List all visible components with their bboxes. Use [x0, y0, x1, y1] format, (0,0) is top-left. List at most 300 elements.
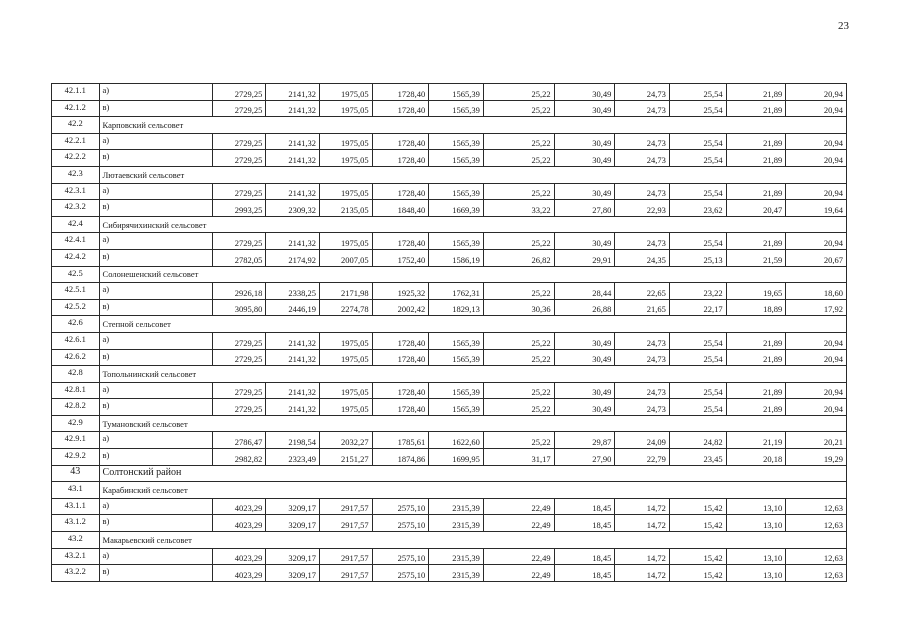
value-cell: 1728,40: [372, 133, 429, 150]
value-cell: 13,10: [726, 565, 786, 582]
value-cell: 28,44: [554, 283, 615, 300]
value-cell: 1565,39: [429, 84, 484, 101]
value-cell: 29,91: [554, 249, 615, 266]
value-cell: 14,72: [615, 515, 670, 532]
value-cell: 2575,10: [372, 498, 429, 515]
value-cell: 2982,82: [212, 449, 266, 466]
value-cell: 18,60: [786, 283, 847, 300]
value-cell: 1728,40: [372, 349, 429, 366]
value-cell: 2151,27: [320, 449, 373, 466]
value-cell: 1752,40: [372, 249, 429, 266]
value-cell: 4023,29: [212, 548, 266, 565]
value-cell: 23,45: [669, 449, 726, 466]
value-cell: 3209,17: [266, 498, 320, 515]
value-cell: 2032,27: [320, 432, 373, 449]
value-cell: 25,22: [483, 349, 554, 366]
value-cell: 22,93: [615, 200, 670, 217]
section-title: Степной сельсовет: [99, 316, 846, 333]
value-cell: 2323,49: [266, 449, 320, 466]
value-cell: 2141,32: [266, 349, 320, 366]
value-cell: 25,54: [669, 349, 726, 366]
value-cell: 24,35: [615, 249, 670, 266]
value-cell: 21,89: [726, 349, 786, 366]
value-cell: 21,89: [726, 133, 786, 150]
section-header-row: [52, 316, 847, 333]
row-letter: а): [99, 283, 212, 300]
value-cell: 2729,25: [212, 332, 266, 349]
value-cell: 25,54: [669, 183, 726, 200]
value-cell: 12,63: [786, 498, 847, 515]
value-cell: 22,49: [483, 515, 554, 532]
value-cell: 22,79: [615, 449, 670, 466]
value-cell: 15,42: [669, 565, 726, 582]
value-cell: 24,73: [615, 399, 670, 416]
section-header-row: [52, 266, 847, 283]
value-cell: 22,65: [615, 283, 670, 300]
value-cell: 13,10: [726, 515, 786, 532]
value-cell: 2198,54: [266, 432, 320, 449]
value-cell: 2171,98: [320, 283, 373, 300]
value-cell: 20,94: [786, 382, 847, 399]
value-cell: 29,87: [554, 432, 615, 449]
value-cell: 1975,05: [320, 349, 373, 366]
value-cell: 3095,80: [212, 299, 266, 316]
value-cell: 1728,40: [372, 382, 429, 399]
value-cell: 1586,19: [429, 249, 484, 266]
value-cell: 20,67: [786, 249, 847, 266]
value-cell: 2575,10: [372, 565, 429, 582]
table-row: [52, 382, 847, 399]
value-cell: 4023,29: [212, 498, 266, 515]
value-cell: 30,49: [554, 150, 615, 167]
value-cell: 25,22: [483, 332, 554, 349]
row-code: 42.9.1: [52, 432, 100, 449]
value-cell: 1975,05: [320, 150, 373, 167]
value-cell: 4023,29: [212, 515, 266, 532]
value-cell: 2315,39: [429, 498, 484, 515]
row-letter: в): [99, 349, 212, 366]
value-cell: 1762,31: [429, 283, 484, 300]
value-cell: 19,64: [786, 200, 847, 217]
table-row: [52, 249, 847, 266]
row-code: 42.8.1: [52, 382, 100, 399]
value-cell: 2917,57: [320, 565, 373, 582]
section-header-row: [52, 415, 847, 432]
table-row: [52, 565, 847, 582]
table-row: [52, 283, 847, 300]
section-title: Сибирячихинский сельсовет: [99, 216, 846, 233]
row-code: 42.5.1: [52, 283, 100, 300]
table-row: [52, 183, 847, 200]
value-cell: 30,49: [554, 399, 615, 416]
value-cell: 3209,17: [266, 548, 320, 565]
value-cell: 2174,92: [266, 249, 320, 266]
row-letter: в): [99, 515, 212, 532]
value-cell: 21,89: [726, 183, 786, 200]
row-letter: в): [99, 565, 212, 582]
value-cell: 22,17: [669, 299, 726, 316]
table-row: [52, 432, 847, 449]
value-cell: 1728,40: [372, 100, 429, 117]
value-cell: 30,49: [554, 233, 615, 250]
table-row: [52, 449, 847, 466]
row-code: 43.1: [52, 482, 100, 499]
value-cell: 19,65: [726, 283, 786, 300]
value-cell: 2141,32: [266, 183, 320, 200]
row-letter: в): [99, 150, 212, 167]
value-cell: 30,49: [554, 183, 615, 200]
value-cell: 24,73: [615, 233, 670, 250]
value-cell: 20,21: [786, 432, 847, 449]
value-cell: 25,22: [483, 100, 554, 117]
value-cell: 24,73: [615, 349, 670, 366]
value-cell: 1728,40: [372, 183, 429, 200]
section-title: Макарьевский сельсовет: [99, 532, 846, 549]
value-cell: 20,94: [786, 183, 847, 200]
value-cell: 14,72: [615, 548, 670, 565]
value-cell: 24,73: [615, 100, 670, 117]
value-cell: 4023,29: [212, 565, 266, 582]
value-cell: 26,88: [554, 299, 615, 316]
value-cell: 1565,39: [429, 183, 484, 200]
value-cell: 2141,32: [266, 150, 320, 167]
row-code: 42.8: [52, 366, 100, 383]
value-cell: 2141,32: [266, 133, 320, 150]
value-cell: 25,22: [483, 283, 554, 300]
table-row: [52, 233, 847, 250]
value-cell: 1829,13: [429, 299, 484, 316]
value-cell: 25,54: [669, 382, 726, 399]
row-code: 42.2.1: [52, 133, 100, 150]
value-cell: 1975,05: [320, 233, 373, 250]
row-letter: в): [99, 100, 212, 117]
value-cell: 20,94: [786, 150, 847, 167]
district-header-row: [52, 465, 847, 482]
row-code: 42.8.2: [52, 399, 100, 416]
value-cell: 21,89: [726, 399, 786, 416]
value-cell: 13,10: [726, 548, 786, 565]
row-code: 43.1.1: [52, 498, 100, 515]
row-letter: в): [99, 299, 212, 316]
section-header-row: [52, 366, 847, 383]
table-row: [52, 498, 847, 515]
row-code: 42.2: [52, 117, 100, 134]
value-cell: 2917,57: [320, 498, 373, 515]
value-cell: 1728,40: [372, 233, 429, 250]
value-cell: 14,72: [615, 565, 670, 582]
value-cell: 2135,05: [320, 200, 373, 217]
value-cell: 12,63: [786, 548, 847, 565]
value-cell: 2141,32: [266, 382, 320, 399]
section-header-row: [52, 482, 847, 499]
value-cell: 15,42: [669, 498, 726, 515]
value-cell: 2315,39: [429, 565, 484, 582]
section-title: Солонешенский сельсовет: [99, 266, 846, 283]
value-cell: 26,82: [483, 249, 554, 266]
value-cell: 2729,25: [212, 100, 266, 117]
value-cell: 18,45: [554, 498, 615, 515]
value-cell: 2315,39: [429, 548, 484, 565]
value-cell: 15,42: [669, 515, 726, 532]
value-cell: 24,73: [615, 382, 670, 399]
row-letter: в): [99, 449, 212, 466]
value-cell: 2338,25: [266, 283, 320, 300]
value-cell: 23,62: [669, 200, 726, 217]
value-cell: 2309,32: [266, 200, 320, 217]
row-code: 43: [52, 465, 100, 482]
value-cell: 1975,05: [320, 332, 373, 349]
table-row: [52, 84, 847, 101]
value-cell: 2729,25: [212, 233, 266, 250]
value-cell: 21,89: [726, 150, 786, 167]
value-cell: 2141,32: [266, 233, 320, 250]
value-cell: 2141,32: [266, 100, 320, 117]
value-cell: 14,72: [615, 498, 670, 515]
value-cell: 12,63: [786, 565, 847, 582]
row-letter: а): [99, 382, 212, 399]
value-cell: 30,49: [554, 84, 615, 101]
value-cell: 25,54: [669, 332, 726, 349]
value-cell: 2141,32: [266, 399, 320, 416]
value-cell: 1565,39: [429, 150, 484, 167]
value-cell: 24,73: [615, 84, 670, 101]
value-cell: 30,49: [554, 349, 615, 366]
value-cell: 31,17: [483, 449, 554, 466]
value-cell: 27,90: [554, 449, 615, 466]
table-row: [52, 100, 847, 117]
value-cell: 25,54: [669, 133, 726, 150]
section-title: Лютаевский сельсовет: [99, 166, 846, 183]
row-code: 42.3.1: [52, 183, 100, 200]
value-cell: 21,19: [726, 432, 786, 449]
row-letter: а): [99, 498, 212, 515]
row-code: 42.2.2: [52, 150, 100, 167]
value-cell: 2729,25: [212, 349, 266, 366]
row-code: 42.4.1: [52, 233, 100, 250]
value-cell: 22,49: [483, 565, 554, 582]
row-code: 42.6.2: [52, 349, 100, 366]
section-title: Карповский сельсовет: [99, 117, 846, 134]
district-title: Солтонский район: [99, 465, 846, 482]
value-cell: 18,45: [554, 548, 615, 565]
section-header-row: [52, 532, 847, 549]
row-letter: в): [99, 249, 212, 266]
value-cell: 25,54: [669, 399, 726, 416]
value-cell: 24,73: [615, 332, 670, 349]
value-cell: 18,89: [726, 299, 786, 316]
value-cell: 1565,39: [429, 382, 484, 399]
value-cell: 20,47: [726, 200, 786, 217]
table-row: [52, 515, 847, 532]
page-number: 23: [838, 20, 849, 32]
value-cell: 2002,42: [372, 299, 429, 316]
value-cell: 25,22: [483, 133, 554, 150]
row-code: 42.9: [52, 415, 100, 432]
value-cell: 2575,10: [372, 515, 429, 532]
value-cell: 2274,78: [320, 299, 373, 316]
value-cell: 18,45: [554, 515, 615, 532]
value-cell: 1565,39: [429, 233, 484, 250]
value-cell: 15,42: [669, 548, 726, 565]
value-cell: 25,22: [483, 84, 554, 101]
row-code: 43.1.2: [52, 515, 100, 532]
row-code: 42.5.2: [52, 299, 100, 316]
value-cell: 21,89: [726, 382, 786, 399]
value-cell: 2926,18: [212, 283, 266, 300]
row-code: 42.3: [52, 166, 100, 183]
value-cell: 2729,25: [212, 399, 266, 416]
value-cell: 2446,19: [266, 299, 320, 316]
value-cell: 23,22: [669, 283, 726, 300]
value-cell: 22,49: [483, 498, 554, 515]
value-cell: 25,54: [669, 233, 726, 250]
table-row: [52, 200, 847, 217]
value-cell: 2786,47: [212, 432, 266, 449]
value-cell: 20,94: [786, 133, 847, 150]
value-cell: 1925,32: [372, 283, 429, 300]
row-code: 42.4.2: [52, 249, 100, 266]
value-cell: 3209,17: [266, 515, 320, 532]
value-cell: 1728,40: [372, 399, 429, 416]
value-cell: 1622,60: [429, 432, 484, 449]
value-cell: 30,49: [554, 382, 615, 399]
row-code: 42.6: [52, 316, 100, 333]
value-cell: 21,65: [615, 299, 670, 316]
row-code: 42.9.2: [52, 449, 100, 466]
value-cell: 2729,25: [212, 150, 266, 167]
row-code: 43.2: [52, 532, 100, 549]
value-cell: 20,94: [786, 233, 847, 250]
value-cell: 25,13: [669, 249, 726, 266]
row-code: 43.2.2: [52, 565, 100, 582]
value-cell: 30,49: [554, 332, 615, 349]
value-cell: 1565,39: [429, 100, 484, 117]
value-cell: 1848,40: [372, 200, 429, 217]
value-cell: 2993,25: [212, 200, 266, 217]
value-cell: 1785,61: [372, 432, 429, 449]
value-cell: 20,94: [786, 84, 847, 101]
value-cell: 1975,05: [320, 84, 373, 101]
section-title: Топольнинский сельсовет: [99, 366, 846, 383]
row-letter: а): [99, 332, 212, 349]
value-cell: 1975,05: [320, 399, 373, 416]
value-cell: 21,89: [726, 100, 786, 117]
value-cell: 1565,39: [429, 133, 484, 150]
value-cell: 2729,25: [212, 382, 266, 399]
row-code: 42.6.1: [52, 332, 100, 349]
value-cell: 25,54: [669, 150, 726, 167]
value-cell: 27,80: [554, 200, 615, 217]
value-cell: 1874,86: [372, 449, 429, 466]
table-row: [52, 332, 847, 349]
section-title: Тумановский сельсовет: [99, 415, 846, 432]
value-cell: 21,89: [726, 332, 786, 349]
value-cell: 1669,39: [429, 200, 484, 217]
row-code: 42.3.2: [52, 200, 100, 217]
value-cell: 3209,17: [266, 565, 320, 582]
value-cell: 1565,39: [429, 399, 484, 416]
section-header-row: [52, 117, 847, 134]
value-cell: 25,54: [669, 84, 726, 101]
value-cell: 2729,25: [212, 133, 266, 150]
table-row: [52, 150, 847, 167]
value-cell: 2917,57: [320, 548, 373, 565]
value-cell: 17,92: [786, 299, 847, 316]
value-cell: 18,45: [554, 565, 615, 582]
value-cell: 2575,10: [372, 548, 429, 565]
section-title: Карабинский сельсовет: [99, 482, 846, 499]
row-letter: а): [99, 432, 212, 449]
value-cell: 2141,32: [266, 84, 320, 101]
value-cell: 25,22: [483, 399, 554, 416]
value-cell: 1975,05: [320, 100, 373, 117]
value-cell: 24,73: [615, 150, 670, 167]
value-cell: 13,10: [726, 498, 786, 515]
value-cell: 1975,05: [320, 382, 373, 399]
row-code: 42.4: [52, 216, 100, 233]
table-row: [52, 399, 847, 416]
value-cell: 25,54: [669, 100, 726, 117]
table-row: [52, 548, 847, 565]
section-header-row: [52, 216, 847, 233]
value-cell: 25,22: [483, 233, 554, 250]
value-cell: 2782,05: [212, 249, 266, 266]
value-cell: 2917,57: [320, 515, 373, 532]
row-code: 42.5: [52, 266, 100, 283]
value-cell: 1565,39: [429, 332, 484, 349]
value-cell: 22,49: [483, 548, 554, 565]
value-cell: 30,49: [554, 100, 615, 117]
section-header-row: [52, 166, 847, 183]
value-cell: 2315,39: [429, 515, 484, 532]
value-cell: 1699,95: [429, 449, 484, 466]
value-cell: 1728,40: [372, 84, 429, 101]
value-cell: 20,94: [786, 399, 847, 416]
value-cell: 1565,39: [429, 349, 484, 366]
value-cell: 1728,40: [372, 150, 429, 167]
value-cell: 20,94: [786, 332, 847, 349]
tariff-table: [51, 83, 847, 582]
row-letter: а): [99, 548, 212, 565]
value-cell: 24,09: [615, 432, 670, 449]
row-code: 42.1.1: [52, 84, 100, 101]
row-letter: а): [99, 183, 212, 200]
value-cell: 20,94: [786, 100, 847, 117]
value-cell: 1728,40: [372, 332, 429, 349]
value-cell: 21,89: [726, 233, 786, 250]
row-letter: в): [99, 200, 212, 217]
row-code: 42.1.2: [52, 100, 100, 117]
value-cell: 2729,25: [212, 183, 266, 200]
row-code: 43.2.1: [52, 548, 100, 565]
value-cell: 24,73: [615, 183, 670, 200]
value-cell: 25,22: [483, 183, 554, 200]
row-letter: а): [99, 233, 212, 250]
value-cell: 2729,25: [212, 84, 266, 101]
table-body: [52, 84, 847, 582]
value-cell: 24,82: [669, 432, 726, 449]
row-letter: а): [99, 84, 212, 101]
value-cell: 1975,05: [320, 133, 373, 150]
row-letter: в): [99, 399, 212, 416]
value-cell: 19,29: [786, 449, 847, 466]
table-row: [52, 133, 847, 150]
value-cell: 12,63: [786, 515, 847, 532]
value-cell: 20,94: [786, 349, 847, 366]
value-cell: 33,22: [483, 200, 554, 217]
value-cell: 24,73: [615, 133, 670, 150]
value-cell: 21,89: [726, 84, 786, 101]
